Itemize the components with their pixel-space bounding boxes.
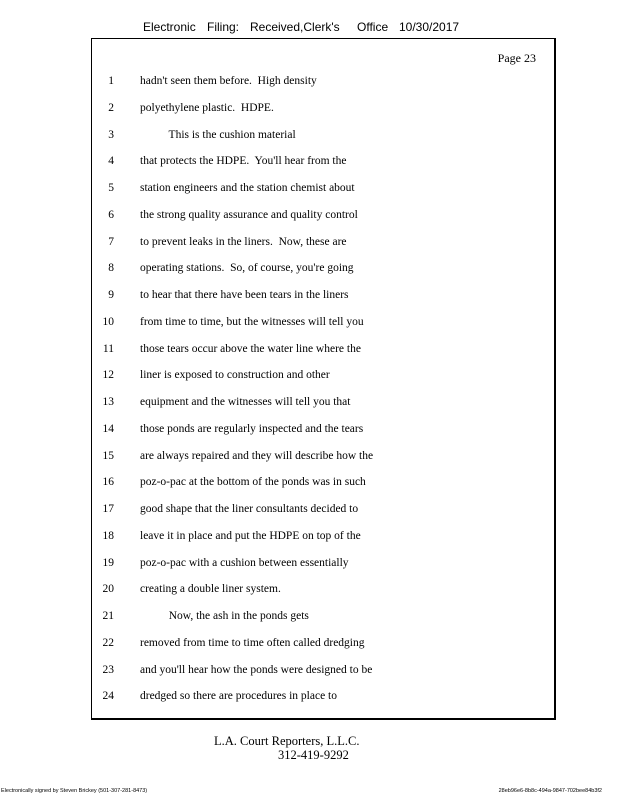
- transcript-line: [92, 421, 554, 437]
- transcript-line: [92, 127, 554, 143]
- line-text: to hear that there have been tears in the liners: [140, 289, 349, 301]
- line-number: 18: [102, 529, 114, 542]
- transcript-line: [92, 501, 554, 517]
- transcript-line: [92, 581, 554, 597]
- line-text: are always repaired and they will describe how the: [140, 449, 374, 462]
- line-number: 15: [102, 449, 114, 462]
- filing-header: [0, 20, 618, 36]
- line-number: 8: [108, 262, 114, 275]
- line-text: poz-o-pac at the bottom of the ponds was in such: [140, 476, 366, 489]
- line-text: creating a double liner system.: [140, 583, 281, 596]
- line-number: 22: [102, 636, 114, 649]
- filing-header-electronic: Electronic: [143, 20, 196, 34]
- line-text: hadn't seen them before. High density: [140, 75, 317, 87]
- transcript-line: [92, 341, 554, 357]
- transcript-line: [92, 234, 554, 250]
- document-hash: 28eb96e6-8b8c-494a-9847-702bee84b3f2: [498, 788, 602, 794]
- line-number: 14: [102, 422, 114, 435]
- line-text: that protects the HDPE. You'll hear from the: [140, 155, 347, 168]
- transcript-line: [92, 180, 554, 196]
- line-text: those ponds are regularly inspected and the tears: [140, 422, 364, 435]
- line-text: Now, the ash in the ponds gets: [140, 610, 309, 622]
- transcript-line: [92, 73, 554, 89]
- line-text: station engineers and the station chemist about: [140, 182, 355, 194]
- transcript-page: [91, 38, 556, 720]
- line-number: 11: [102, 342, 114, 355]
- line-number: 7: [108, 235, 114, 248]
- filing-header-date: 10/30/2017: [399, 20, 460, 34]
- transcript-line: [92, 287, 554, 303]
- line-text: liner is exposed to construction and other: [140, 369, 330, 382]
- footer-reporter-name: L.A. Court Reporters, L.L.C.: [214, 734, 360, 748]
- transcript-line: [92, 100, 554, 116]
- line-number: 23: [102, 663, 114, 676]
- line-number: 2: [108, 101, 114, 114]
- line-text: This is the cushion material: [140, 128, 296, 141]
- transcript-line: [92, 367, 554, 383]
- transcript-line: [92, 635, 554, 651]
- line-number: 19: [102, 556, 114, 569]
- line-number: 9: [108, 289, 114, 301]
- line-text: and you'll hear how the ponds were designed to be: [140, 663, 373, 676]
- line-text: operating stations. So, of course, you're going: [140, 262, 354, 275]
- line-number: 3: [108, 128, 114, 141]
- page-number: Page 23: [497, 51, 536, 65]
- line-text: polyethylene plastic. HDPE.: [140, 101, 274, 114]
- transcript-line: [92, 474, 554, 490]
- filing-header-filing: Filing:: [207, 20, 240, 34]
- line-number: 21: [102, 610, 114, 622]
- line-text: from time to time, but the witnesses will tell you: [140, 315, 364, 328]
- transcript-line: [92, 314, 554, 330]
- line-number: 10: [102, 315, 114, 328]
- line-number: 13: [102, 396, 114, 408]
- line-number: 6: [108, 208, 114, 221]
- line-text: good shape that the liner consultants decided to: [140, 503, 359, 515]
- filing-header-received: Received,Clerk's: [250, 20, 340, 34]
- line-text: the strong quality assurance and quality control: [140, 208, 358, 221]
- line-number: 20: [102, 583, 114, 596]
- electronic-signature: Electronically signed by Steven Brickey (501-307-281-8473): [1, 788, 148, 794]
- line-number: 1: [108, 75, 114, 87]
- line-text: poz-o-pac with a cushion between essentially: [140, 556, 349, 569]
- line-number: 17: [102, 503, 114, 515]
- line-number: 5: [108, 182, 114, 194]
- line-number: 12: [102, 369, 114, 382]
- line-number: 4: [108, 155, 114, 168]
- line-text: removed from time to time often called dredging: [140, 636, 365, 649]
- line-text: to prevent leaks in the liners. Now, these are: [140, 235, 347, 248]
- footer-phone: 312-419-9292: [278, 748, 349, 762]
- transcript-line: [92, 662, 554, 678]
- line-number: 16: [102, 476, 114, 489]
- transcript-line: [92, 688, 554, 704]
- transcript-line: [92, 555, 554, 571]
- filing-header-office: Office: [357, 20, 389, 34]
- transcript-line: [92, 528, 554, 544]
- transcript-line: [92, 448, 554, 464]
- line-text: those tears occur above the water line where the: [140, 342, 361, 355]
- line-number: 24: [102, 690, 114, 703]
- transcript-line: [92, 608, 554, 624]
- transcript-line: [92, 260, 554, 276]
- line-text: leave it in place and put the HDPE on top of the: [140, 529, 361, 542]
- line-text: dredged so there are procedures in place to: [140, 690, 338, 703]
- line-text: equipment and the witnesses will tell you that: [140, 396, 351, 408]
- transcript-line: [92, 207, 554, 223]
- transcript-line: [92, 394, 554, 410]
- transcript-line: [92, 153, 554, 169]
